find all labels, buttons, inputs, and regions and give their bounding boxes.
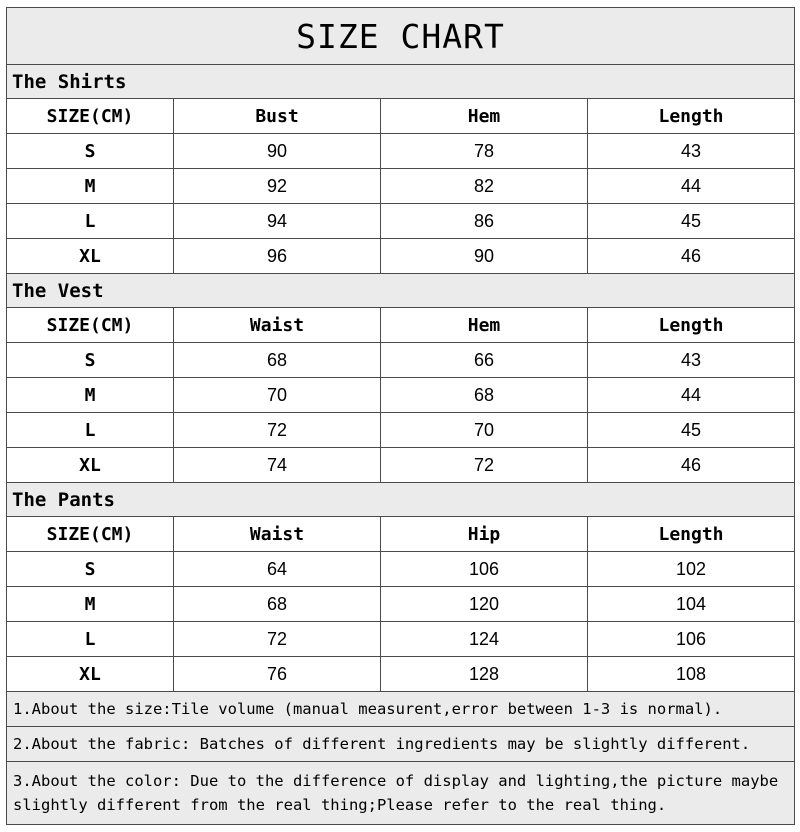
measurement-cell: 43: [588, 134, 795, 169]
measurement-cell: 104: [588, 587, 795, 622]
measurement-cell: 90: [381, 239, 588, 274]
section-title-shirts: The Shirts: [7, 65, 795, 99]
size-label-cell: S: [7, 134, 174, 169]
table-row: [7, 587, 795, 622]
column-header: Hem: [381, 308, 588, 343]
column-header: SIZE(CM): [7, 99, 174, 134]
measurement-cell: 46: [588, 448, 795, 483]
column-header: Hem: [381, 99, 588, 134]
measurement-cell: 86: [381, 204, 588, 239]
measurement-cell: 66: [381, 343, 588, 378]
measurement-cell: 44: [588, 378, 795, 413]
table-row: [7, 343, 795, 378]
measurement-cell: 108: [588, 657, 795, 692]
size-chart-table: [6, 7, 795, 825]
measurement-cell: 44: [588, 169, 795, 204]
measurement-cell: 45: [588, 413, 795, 448]
measurement-cell: 72: [381, 448, 588, 483]
table-row: [7, 204, 795, 239]
measurement-cell: 45: [588, 204, 795, 239]
column-header: Bust: [174, 99, 381, 134]
column-header: SIZE(CM): [7, 308, 174, 343]
column-header: Length: [588, 517, 795, 552]
header-row-shirts: [7, 99, 795, 134]
measurement-cell: 68: [174, 343, 381, 378]
measurement-cell: 96: [174, 239, 381, 274]
size-label-cell: M: [7, 169, 174, 204]
table-row: [7, 378, 795, 413]
measurement-cell: 106: [381, 552, 588, 587]
size-label-cell: M: [7, 587, 174, 622]
column-header: Length: [588, 308, 795, 343]
column-header: Hip: [381, 517, 588, 552]
column-header: Waist: [174, 517, 381, 552]
size-label-cell: L: [7, 204, 174, 239]
measurement-cell: 78: [381, 134, 588, 169]
size-label-cell: S: [7, 552, 174, 587]
measurement-cell: 72: [174, 622, 381, 657]
size-label-cell: M: [7, 378, 174, 413]
size-label-cell: L: [7, 413, 174, 448]
size-label-cell: L: [7, 622, 174, 657]
measurement-cell: 92: [174, 169, 381, 204]
table-row: [7, 622, 795, 657]
note-3: 3.About the color: Due to the difference of display and lighting,the picture maybe slightly different from the real thing;Please refer to the real thing.: [7, 762, 795, 825]
chart-title: SIZE CHART: [7, 8, 795, 65]
measurement-cell: 68: [174, 587, 381, 622]
measurement-cell: 68: [381, 378, 588, 413]
measurement-cell: 128: [381, 657, 588, 692]
measurement-cell: 70: [174, 378, 381, 413]
measurement-cell: 70: [381, 413, 588, 448]
measurement-cell: 72: [174, 413, 381, 448]
measurement-cell: 94: [174, 204, 381, 239]
table-row: [7, 413, 795, 448]
table-row: [7, 448, 795, 483]
size-label-cell: XL: [7, 448, 174, 483]
column-header: Length: [588, 99, 795, 134]
measurement-cell: 46: [588, 239, 795, 274]
measurement-cell: 120: [381, 587, 588, 622]
measurement-cell: 76: [174, 657, 381, 692]
measurement-cell: 74: [174, 448, 381, 483]
measurement-cell: 102: [588, 552, 795, 587]
measurement-cell: 82: [381, 169, 588, 204]
measurement-cell: 90: [174, 134, 381, 169]
note-2: 2.About the fabric: Batches of different ingredients may be slightly different.: [7, 727, 795, 762]
table-row: [7, 169, 795, 204]
table-row: [7, 552, 795, 587]
measurement-cell: 124: [381, 622, 588, 657]
table-row: [7, 239, 795, 274]
measurement-cell: 106: [588, 622, 795, 657]
size-label-cell: XL: [7, 239, 174, 274]
header-row-pants: [7, 517, 795, 552]
size-label-cell: XL: [7, 657, 174, 692]
size-label-cell: S: [7, 343, 174, 378]
section-title-pants: The Pants: [7, 483, 795, 517]
measurement-cell: 43: [588, 343, 795, 378]
column-header: Waist: [174, 308, 381, 343]
table-row: [7, 134, 795, 169]
section-title-vest: The Vest: [7, 274, 795, 308]
header-row-vest: [7, 308, 795, 343]
measurement-cell: 64: [174, 552, 381, 587]
table-row: [7, 657, 795, 692]
note-1: 1.About the size:Tile volume (manual measurent,error between 1-3 is normal).: [7, 692, 795, 727]
column-header: SIZE(CM): [7, 517, 174, 552]
